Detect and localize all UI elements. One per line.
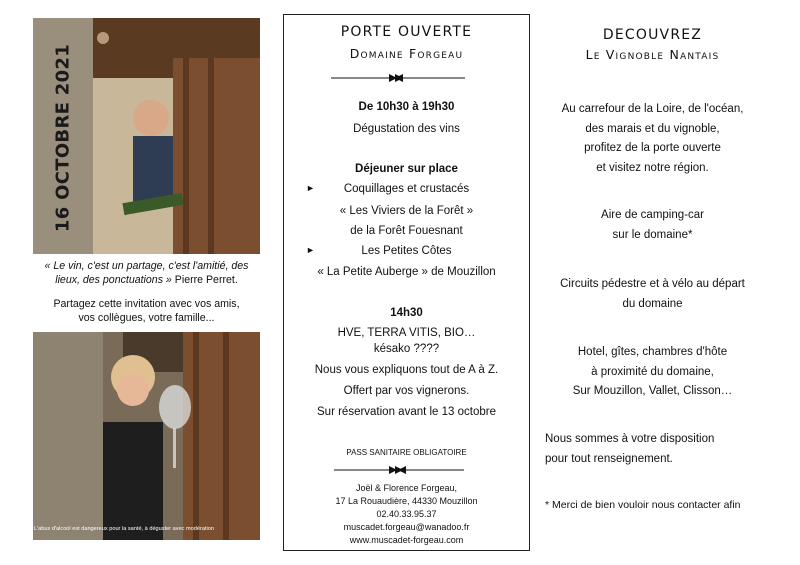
offered-text: Offert par vos vignerons. <box>343 385 470 397</box>
arrow-divider-icon <box>331 73 465 83</box>
tasting-label: Dégustation des vins <box>353 123 460 135</box>
lunch-item: Coquillages et crustacés <box>343 183 470 195</box>
bullet-arrow-icon: ► <box>306 245 315 255</box>
contact-address: 17 La Rouaudière, 44330 Mouzillon <box>335 496 478 506</box>
bullet-arrow-icon: ► <box>306 183 315 193</box>
kesako-label: késako ???? <box>373 343 440 355</box>
trails-paragraph: Circuits pédestre et à vélo au départ du domaine <box>560 278 745 310</box>
availability-paragraph: Nous sommes à votre disposition pour tout renseignement. <box>545 433 715 465</box>
reservation-text: Sur réservation avant le 13 octobre <box>317 406 496 418</box>
lunch-item: « La Petite Auberge » de Mouzillon <box>317 266 496 278</box>
intro-paragraph: Au carrefour de la Loire, de l'océan, des marais et du vignoble, profitez de la porte ouverte et visitez notre région. <box>561 103 744 174</box>
photo-woman-with-glass <box>33 332 260 540</box>
discover-title: DECOUVREZ <box>602 27 703 43</box>
explain-text: Nous vous expliquons tout de A à Z. <box>314 364 499 376</box>
opening-hours: De 10h30 à 19h30 <box>358 101 455 113</box>
alcohol-warning-caption: L'abus d'alcool est dangereux pour la santé, à déguster avec modération <box>34 526 215 532</box>
contact-note: * Merci de bien vouloir nous contacter afin <box>545 499 741 511</box>
afternoon-time: 14h30 <box>390 307 423 319</box>
share-invitation-text: Partagez cette invitation avec vos amis, vos collègues, votre famille... <box>53 298 240 324</box>
pass-sanitaire-notice: PASS SANITAIRE OBLIGATOIRE <box>346 448 467 457</box>
domain-name: Domaine Forgeau <box>349 46 464 61</box>
contact-email[interactable]: muscadet.forgeau@wanadoo.fr <box>343 522 470 532</box>
lunch-item: Les Petites Côtes <box>361 245 452 257</box>
vineyard-subtitle: Le Vignoble Nantais <box>585 47 720 62</box>
camping-car-paragraph: Aire de camping-car sur le domaine* <box>601 209 704 241</box>
lunch-item: « Les Viviers de la Forêt » <box>339 205 474 217</box>
lodging-paragraph: Hotel, gîtes, chambres d'hôte à proximité du domaine, Sur Mouzillon, Vallet, Clisson… <box>572 346 733 397</box>
contact-website[interactable]: www.muscadet-forgeau.com <box>349 535 464 545</box>
lunch-item: de la Forêt Fouesnant <box>350 225 463 237</box>
lunch-title: Déjeuner sur place <box>355 163 458 175</box>
open-house-title: PORTE OUVERTE <box>340 24 473 40</box>
open-house-panel <box>283 14 530 551</box>
event-date-vertical: 16 OCTOBRE 2021 <box>52 43 74 233</box>
pierre-perret-quote: « Le vin, c'est un partage, c'est l'amitié, des lieux, des ponctuations » Pierre Perret. <box>44 260 249 286</box>
arrow-divider-icon <box>334 465 464 475</box>
contact-phone: 02.40.33.95.37 <box>376 509 437 519</box>
contact-names: Joël & Florence Forgeau, <box>355 483 458 493</box>
certifications-label: HVE, TERRA VITIS, BIO… <box>337 327 476 339</box>
